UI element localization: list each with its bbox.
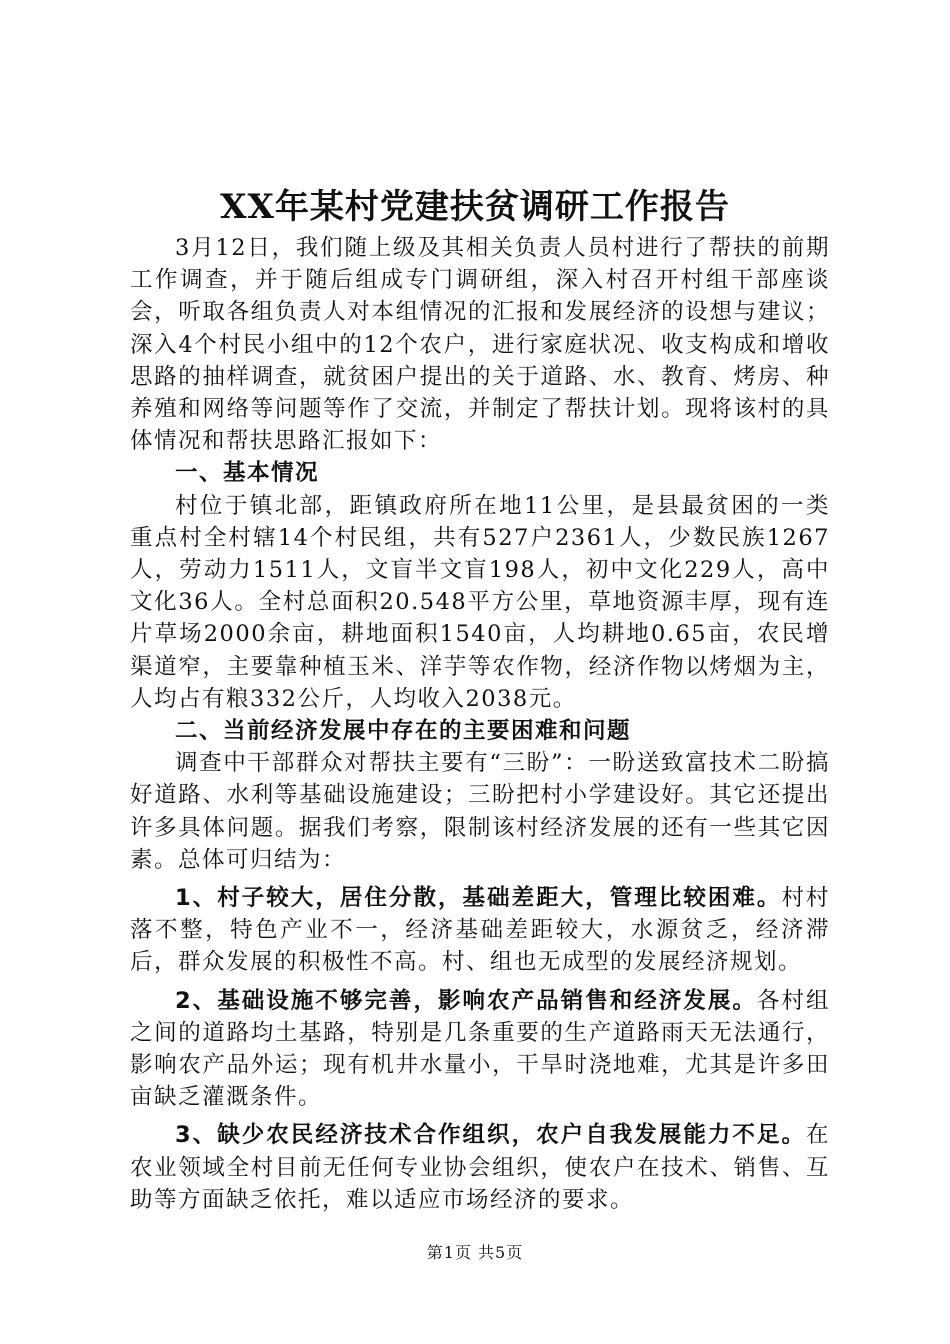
problem-item-1-text: 村村落不整，特色产业不一，经济基础差距较大，水源贫乏，经济滞后，群众发展的积极性不高。村、组也无成型的发展经济规划。: [130, 885, 830, 976]
problem-item-1-lead: 1、村子较大，居住分散，基础差距大，管理比较困难。: [175, 885, 782, 912]
problems-paragraph: 调查中干部群众对帮扶主要有“三盼”：一盼送致富技术二盼搞好道路、水利等基础设施建设；三盼把村小学建设好。其它还提出许多具体问题。据我们考察，限制该村经济发展的还有一些其它因素。总体可归结为：: [130, 750, 830, 873]
problem-item-2-lead: 2、基础设施不够完善，影响农产品销售和经济发展。: [175, 987, 757, 1014]
problem-item-3-text: 在农业领域全村目前无任何专业协会组织，使农户在技术、销售、互助等方面缺乏依托，难以适应市场经济的要求。: [130, 1122, 830, 1213]
problem-item-2: [130, 985, 830, 1114]
section-heading-basic-info: 一、基本情况: [175, 460, 320, 487]
problem-item-3: [130, 1119, 830, 1216]
problem-item-1: [130, 882, 830, 979]
section-heading-problems: 二、当前经济发展中存在的主要困难和问题: [175, 718, 632, 745]
problem-item-3-lead: 3、缺少农民经济技术合作组织，农户自我发展能力不足。: [175, 1122, 806, 1149]
basic-info-paragraph: 村位于镇北部，距镇政府所在地11公里，是县最贫困的一类重点村全村辖14个村民组，共有527户2361人，少数民族1267人，劳动力1511人，文盲半文盲198人，初中文化229人，高中文化36人。全村总面积20.548平方公里，草地资源丰厚，现有连片草场2000余亩，耕地面积1540亩，人均耕地0.65亩，农民增渠道窄，主要靠种植玉米、洋芋等农作物，经济作物以烤烟为主，人均占有粮332公斤，人均收入2038元。: [130, 492, 830, 712]
document-title: XX年某村党建扶贫调研工作报告: [220, 187, 730, 227]
problem-item-2-text: 各村组之间的道路均土基路，特别是几条重要的生产道路雨天无法通行，影响农产品外运；现有机井水量小，干旱时浇地难，尤其是许多田亩缺乏灌溉条件。: [130, 987, 830, 1111]
document-body: [130, 232, 830, 1216]
page-number-footer: 第1页 共5页: [426, 1243, 524, 1262]
intro-paragraph: 3月12日，我们随上级及其相关负责人员村进行了帮扶的前期工作调查，并于随后组成专门调研组，深入村召开村组干部座谈会，听取各组负责人对本组情况的汇报和发展经济的设想与建议；深入4个村民小组中的12个农户，进行家庭状况、收支构成和增收思路的抽样调查，就贫困户提出的关于道路、水、教育、烤房、种养殖和网络等问题等作了交流，并制定了帮扶计划。现将该村的具体情况和帮扶思路汇报如下：: [130, 235, 830, 455]
